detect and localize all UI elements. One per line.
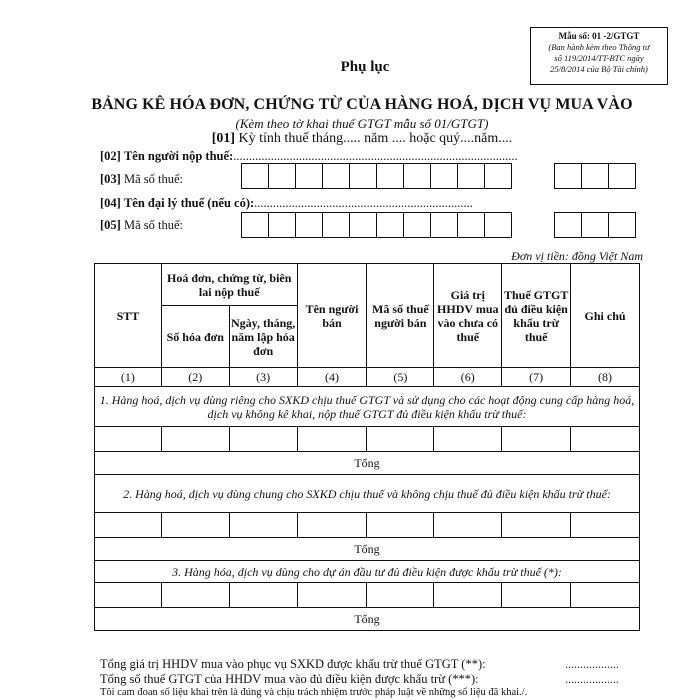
agent-tax-id-digit-box[interactable] xyxy=(268,212,296,238)
section-2-total-row xyxy=(95,538,640,561)
tax-id-branch-box[interactable] xyxy=(581,163,609,189)
tax-id-code: [03] xyxy=(100,172,121,186)
table-cell[interactable] xyxy=(161,513,229,538)
tax-id-digit-box[interactable] xyxy=(322,163,350,189)
table-cell[interactable] xyxy=(95,583,162,608)
table-cell[interactable] xyxy=(297,427,367,452)
agent-tax-id-digit-box[interactable] xyxy=(403,212,431,238)
agent-tax-id-text: Mã số thuế: xyxy=(123,218,183,232)
section-3-title: 3. Hàng hóa, dịch vụ dùng cho dự án đầu tư đủ điều kiện được khấu trừ thuế (*): xyxy=(95,561,640,583)
taxpayer-dots: ........................................................................................... xyxy=(233,149,518,163)
table-cell[interactable] xyxy=(161,583,229,608)
table-cell[interactable] xyxy=(434,427,502,452)
invoice-table xyxy=(94,263,640,631)
subtitle: (Kèm theo tờ khai thuế GTGT mẫu số 01/GTGT) xyxy=(235,116,489,131)
footer-total-vat: Tổng số thuế GTGT của HHDV mua vào đủ điều kiện được khấu trừ (***): xyxy=(100,672,479,686)
agent-tax-id-branch-box[interactable] xyxy=(554,212,582,238)
table-cell[interactable] xyxy=(367,583,434,608)
currency-unit: Đơn vị tiền: đồng Việt Nam xyxy=(511,249,643,263)
taxpayer-name-field[interactable] xyxy=(100,149,518,164)
table-cell[interactable] xyxy=(229,513,297,538)
tax-id-label xyxy=(100,172,183,187)
table-cell[interactable] xyxy=(502,427,571,452)
tax-id-branch-box[interactable] xyxy=(554,163,582,189)
col-num: (1) xyxy=(95,368,162,387)
section-1-total: Tổng xyxy=(95,452,640,475)
header-invoice-date: Ngày, tháng, năm lập hóa đơn xyxy=(229,306,297,368)
agent-tax-id-digit-box[interactable] xyxy=(349,212,377,238)
table-cell[interactable] xyxy=(502,583,571,608)
agent-tax-id-digit-box[interactable] xyxy=(295,212,323,238)
table-cell[interactable] xyxy=(571,583,640,608)
col-num: (2) xyxy=(161,368,229,387)
agent-tax-id-digit-box[interactable] xyxy=(484,212,512,238)
form-code-line1: (Ban hành kèm theo Thông tư xyxy=(548,42,650,52)
table-cell[interactable] xyxy=(367,513,434,538)
section-2-title: 2. Hàng hoá, dịch vụ dùng chung cho SXKD chịu thuế và không chịu thuế đủ điều kiện khấu trừ thuế: xyxy=(95,475,640,513)
column-number-row xyxy=(95,368,640,387)
table-cell[interactable] xyxy=(571,513,640,538)
header-seller: Tên người bán xyxy=(297,264,367,368)
tax-period-code: [01] xyxy=(211,131,236,146)
footer-declaration: Tôi cam đoan số liệu khai trên là đúng và chịu trách nhiệm trước pháp luật về những số liệu đã khai./. xyxy=(100,687,528,698)
header-invoice-no: Số hóa đơn xyxy=(161,306,229,368)
tax-id-digit-box[interactable] xyxy=(430,163,458,189)
agent-label: Tên đại lý thuế (nếu có): xyxy=(123,196,255,210)
col-num: (7) xyxy=(502,368,571,387)
agent-tax-id-branch-box[interactable] xyxy=(608,212,636,238)
header-stt: STT xyxy=(95,264,162,368)
agent-tax-id-digit-box[interactable] xyxy=(376,212,404,238)
form-code-line3: 25/8/2014 của Bộ Tài chính) xyxy=(550,64,648,74)
tax-id-digit-box[interactable] xyxy=(268,163,296,189)
agent-tax-id-digit-box[interactable] xyxy=(430,212,458,238)
form-code-line2: số 119/2014/TT-BTC ngày xyxy=(554,53,644,63)
tax-id-digit-box[interactable] xyxy=(295,163,323,189)
table-cell[interactable] xyxy=(229,427,297,452)
page-title: BẢNG KÊ HÓA ĐƠN, CHỨNG TỪ CỦA HÀNG HOÁ, DỊCH VỤ MUA VÀO xyxy=(91,96,633,113)
section-3-total: Tổng xyxy=(95,608,640,631)
table-row[interactable] xyxy=(95,583,640,608)
col-num: (5) xyxy=(367,368,434,387)
footer-total-value: Tổng giá trị HHDV mua vào phục vụ SXKD được khấu trừ thuế GTGT (**): xyxy=(100,657,486,671)
form-code-title: Mẫu số: 01 -2/GTGT xyxy=(558,31,640,41)
tax-id-text: Mã số thuế: xyxy=(123,172,183,186)
table-cell[interactable] xyxy=(367,427,434,452)
table-cell[interactable] xyxy=(229,583,297,608)
agent-tax-id-branch-box[interactable] xyxy=(581,212,609,238)
agent-tax-id-label xyxy=(100,218,183,233)
table-cell[interactable] xyxy=(95,427,162,452)
col-num: (3) xyxy=(229,368,297,387)
table-cell[interactable] xyxy=(161,427,229,452)
table-cell[interactable] xyxy=(434,513,502,538)
appendix-label: Phụ lục xyxy=(340,59,390,75)
header-note: Ghi chú xyxy=(571,264,640,368)
footer-total-value-dots[interactable]: .................. xyxy=(565,657,619,671)
header-value: Giá trị HHDV mua vào chưa có thuế xyxy=(434,264,502,368)
agent-tax-id-code: [05] xyxy=(100,218,121,232)
tax-id-digit-box[interactable] xyxy=(457,163,485,189)
agent-tax-id-digit-box[interactable] xyxy=(241,212,269,238)
tax-id-digit-box[interactable] xyxy=(376,163,404,189)
tax-id-digit-box[interactable] xyxy=(349,163,377,189)
tax-id-digit-box[interactable] xyxy=(484,163,512,189)
section-2-total: Tổng xyxy=(95,538,640,561)
tax-id-digit-box[interactable] xyxy=(403,163,431,189)
taxpayer-code: [02] xyxy=(100,149,121,163)
agent-tax-id-boxes[interactable] xyxy=(242,212,512,238)
table-cell[interactable] xyxy=(434,583,502,608)
tax-period xyxy=(0,131,700,147)
tax-period-text: Kỳ tính thuế tháng..... năm .... hoặc quý....năm.... xyxy=(238,131,513,146)
header-invoice-group: Hoá đơn, chứng từ, biên lai nộp thuế xyxy=(161,264,297,306)
agent-tax-id-digit-box[interactable] xyxy=(322,212,350,238)
section-1-total-row xyxy=(95,452,640,475)
tax-id-digit-box[interactable] xyxy=(241,163,269,189)
header-seller-tax-id: Mã số thuế người bán xyxy=(367,264,434,368)
agent-dots: ...................................................................... xyxy=(254,196,473,210)
form-code-box xyxy=(530,27,668,85)
tax-id-branch-boxes[interactable] xyxy=(555,163,636,189)
col-num: (6) xyxy=(434,368,502,387)
table-cell[interactable] xyxy=(95,513,162,538)
table-cell[interactable] xyxy=(571,427,640,452)
table-row[interactable] xyxy=(95,513,640,538)
table-cell[interactable] xyxy=(297,513,367,538)
agent-tax-id-digit-box[interactable] xyxy=(457,212,485,238)
agent-code: [04] xyxy=(100,196,121,210)
header-vat: Thuế GTGT đủ điều kiện khấu trừ thuế xyxy=(502,264,571,368)
agent-tax-id-branch-boxes[interactable] xyxy=(555,212,636,238)
table-row[interactable] xyxy=(95,427,640,452)
footer-total-vat-dots[interactable]: .................. xyxy=(565,672,619,686)
section-3-total-row xyxy=(95,608,640,631)
col-num: (4) xyxy=(297,368,367,387)
tax-id-branch-box[interactable] xyxy=(608,163,636,189)
agent-name-field[interactable] xyxy=(100,196,473,211)
tax-id-boxes[interactable] xyxy=(242,163,512,189)
table-cell[interactable] xyxy=(502,513,571,538)
taxpayer-label: Tên người nộp thuế: xyxy=(123,149,234,163)
col-num: (8) xyxy=(571,368,640,387)
table-cell[interactable] xyxy=(297,583,367,608)
section-1-title: 1. Hàng hoá, dịch vụ dùng riêng cho SXKD chịu thuế GTGT và sử dụng cho các hoạt động cung cấp hàng hoá, dịch vụ không kê khai, nộp thuế GTGT đủ điều kiện khấu trừ thuế: xyxy=(95,387,640,427)
